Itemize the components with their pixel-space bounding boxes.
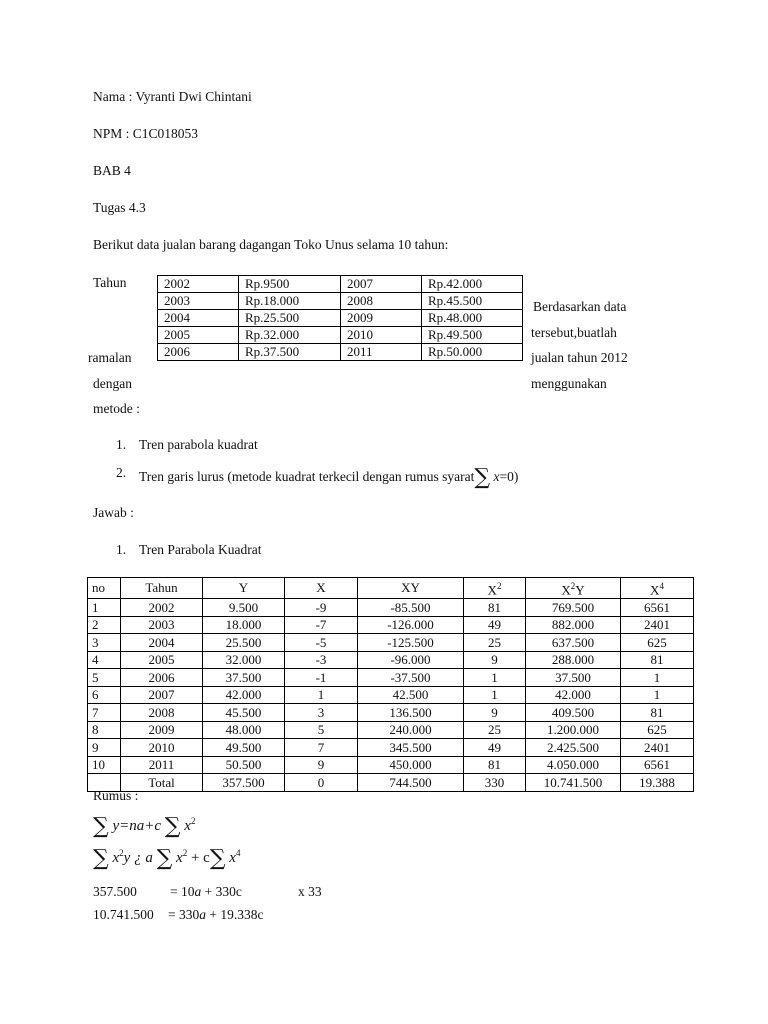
formula-2 — [93, 846, 240, 871]
table-cell: -125.500 — [358, 634, 464, 652]
student-npm: NPM : C1C018053 — [93, 126, 199, 141]
intro-text: Berikut data jualan barang dagangan Toko Unus selama 10 tahun: — [93, 237, 449, 252]
table-row — [88, 634, 694, 652]
table-cell: 8 — [88, 721, 121, 739]
table-cell: -3 — [285, 651, 358, 669]
table-cell: 2006 — [158, 344, 239, 361]
table-cell: 637.500 — [526, 634, 621, 652]
table-cell: Rp.50.000 — [422, 344, 523, 361]
equation-2-left: 10.741.500 — [93, 907, 154, 922]
table-cell: Rp.18.000 — [239, 293, 341, 310]
table-cell: -9 — [285, 599, 358, 617]
col-x-header: X — [285, 578, 358, 599]
table-cell: 6561 — [621, 599, 694, 617]
table-cell: 9.500 — [203, 599, 285, 617]
table-cell: 49.500 — [203, 739, 285, 757]
table-cell: 3 — [88, 634, 121, 652]
table-cell: 136.500 — [358, 704, 464, 722]
table-cell: 2401 — [621, 739, 694, 757]
formula-1-sup: 2 — [190, 816, 196, 826]
sigma-symbol: ∑ — [164, 814, 181, 839]
word-dengan: dengan — [93, 376, 132, 391]
table-row — [88, 669, 694, 687]
table-cell: 6561 — [621, 756, 694, 774]
table-cell: 625 — [621, 634, 694, 652]
table-cell: 2.425.500 — [526, 739, 621, 757]
table-cell: 5 — [88, 669, 121, 687]
table-cell: 2007 — [341, 276, 422, 293]
col-no-header: no — [88, 578, 121, 599]
table-cell: -126.000 — [358, 616, 464, 634]
table-cell: 2005 — [158, 327, 239, 344]
table-cell: 2 — [88, 616, 121, 634]
formula-2-sup1: 2 — [119, 848, 124, 858]
formula-2-x3: x — [229, 850, 236, 866]
table-cell: 10 — [88, 756, 121, 774]
formula-2-y: y — [123, 850, 131, 866]
answer-label: Jawab : — [93, 505, 134, 520]
table-cell: Rp.37.500 — [239, 344, 341, 361]
table-cell: 81 — [621, 651, 694, 669]
table-cell: 2003 — [121, 616, 203, 634]
sigma-symbol: ∑ — [93, 814, 109, 839]
table-cell: 769.500 — [526, 599, 621, 617]
table-cell: 2004 — [121, 634, 203, 652]
method-2-formula-rest: =0) — [499, 469, 519, 484]
table-cell: 330 — [464, 774, 526, 792]
table-cell: 2009 — [341, 310, 422, 327]
table-cell: 1 — [621, 669, 694, 687]
table-cell: 48.000 — [203, 721, 285, 739]
table-cell: 2005 — [121, 651, 203, 669]
table-cell: 2010 — [121, 739, 203, 757]
chapter-label: BAB 4 — [93, 163, 131, 178]
table-row — [88, 704, 694, 722]
section-1-title: Tren Parabola Kuadrat — [139, 542, 262, 557]
table-cell: 744.500 — [358, 774, 464, 792]
sales-table — [157, 275, 523, 361]
section-1-number: 1. — [116, 542, 127, 557]
formula-2-x: x — [112, 850, 120, 866]
table-row — [88, 616, 694, 634]
table-cell: 7 — [285, 739, 358, 757]
method-2-number: 2. — [116, 465, 127, 480]
table-cell: 81 — [621, 704, 694, 722]
table-cell: 25 — [464, 634, 526, 652]
table-cell: Rp.48.000 — [422, 310, 523, 327]
table-cell: 10.741.500 — [526, 774, 621, 792]
table-cell: 2009 — [121, 721, 203, 739]
table-cell: 2008 — [121, 704, 203, 722]
table-cell: 2002 — [121, 599, 203, 617]
table-cell: Rp.45.500 — [422, 293, 523, 310]
formula-1 — [93, 814, 195, 839]
table-cell: 1 — [88, 599, 121, 617]
table-row — [158, 310, 523, 327]
word-berdasarkan: Berdasarkan data — [533, 299, 627, 314]
equation-1-right: = 10a + 330c — [170, 884, 242, 899]
table-cell: 2008 — [341, 293, 422, 310]
formula-1-eq: =na+c — [119, 818, 162, 834]
table-cell: 7 — [88, 704, 121, 722]
student-name: Nama : Vyranti Dwi Chintani — [93, 89, 252, 104]
table-cell: 0 — [285, 774, 358, 792]
table-cell: -7 — [285, 616, 358, 634]
word-menggunakan: menggunakan — [531, 376, 607, 391]
table-cell: 2004 — [158, 310, 239, 327]
table-cell: 42.000 — [203, 686, 285, 704]
table-cell: 49 — [464, 739, 526, 757]
col-x2y-y: Y — [575, 582, 585, 598]
table-cell: 1 — [464, 686, 526, 704]
table-cell: 25 — [464, 721, 526, 739]
sigma-symbol: ∑ — [93, 846, 109, 871]
word-tersebut: tersebut,buatlah — [531, 325, 617, 340]
table-cell: 81 — [464, 756, 526, 774]
table-cell: 9 — [464, 651, 526, 669]
table-cell: 9 — [88, 739, 121, 757]
equation-1-left: 357.500 — [93, 884, 137, 899]
table-cell: -96.000 — [358, 651, 464, 669]
table-cell: -1 — [285, 669, 358, 687]
table-cell: 32.000 — [203, 651, 285, 669]
formula-2-x2: x — [176, 850, 183, 866]
col-x2-header: $X^2$ — [464, 578, 526, 599]
table-row — [88, 756, 694, 774]
table-cell: 49 — [464, 616, 526, 634]
table-cell: 357.500 — [203, 774, 285, 792]
word-jualan: jualan tahun 2012 — [531, 350, 628, 365]
table-cell: 882.000 — [526, 616, 621, 634]
table-cell: 81 — [464, 599, 526, 617]
word-ramalan: ramalan — [88, 350, 132, 365]
col-tahun-header: Tahun — [121, 578, 203, 599]
table-cell: Rp.32.000 — [239, 327, 341, 344]
method-2-formula-x: x — [493, 469, 500, 484]
method-2-text — [139, 465, 518, 490]
table-cell: 240.000 — [358, 721, 464, 739]
table-row — [158, 293, 523, 310]
table-cell: 5 — [285, 721, 358, 739]
table-cell: Rp.25.500 — [239, 310, 341, 327]
table-cell: -85.500 — [358, 599, 464, 617]
table-cell: 1 — [464, 669, 526, 687]
table-cell: 2401 — [621, 616, 694, 634]
table-cell: 19.388 — [621, 774, 694, 792]
table-cell: Rp.42.000 — [422, 276, 523, 293]
table-cell: 2011 — [121, 756, 203, 774]
method-2-label: Tren garis lurus (metode kuadrat terkecil dengan rumus syarat — [139, 469, 475, 484]
table-cell: Total — [121, 774, 203, 792]
col-x2y-header: $X^2Y$ — [526, 578, 621, 599]
table-cell: 625 — [621, 721, 694, 739]
table-header-row — [88, 578, 694, 599]
sigma-symbol: ∑ — [209, 846, 226, 871]
method-1-number: 1. — [116, 437, 127, 452]
table-row — [88, 721, 694, 739]
table-cell: 1.200.000 — [526, 721, 621, 739]
table-cell: 50.500 — [203, 756, 285, 774]
parabola-table — [87, 577, 694, 792]
table-cell: 4.050.000 — [526, 756, 621, 774]
table-cell: 2002 — [158, 276, 239, 293]
formula-2-mid: ¿ a — [134, 850, 153, 866]
table-cell: 2006 — [121, 669, 203, 687]
table-cell: 37.500 — [203, 669, 285, 687]
table-row — [158, 327, 523, 344]
table-cell: 42.000 — [526, 686, 621, 704]
method-1-text: Tren parabola kuadrat — [139, 437, 258, 452]
formula-2-sup3: 4 — [235, 848, 241, 858]
table-cell: 45.500 — [203, 704, 285, 722]
table-cell: 1 — [621, 686, 694, 704]
col-y-header: Y — [203, 578, 285, 599]
word-tahun: Tahun — [93, 275, 127, 290]
table-cell: 4 — [88, 651, 121, 669]
table-row — [88, 686, 694, 704]
table-cell: -5 — [285, 634, 358, 652]
table-cell: 9 — [285, 756, 358, 774]
table-cell: Rp.49.500 — [422, 327, 523, 344]
formula-1-y: y — [112, 818, 120, 834]
total-row — [88, 774, 694, 792]
table-cell: 25.500 — [203, 634, 285, 652]
table-cell: 9 — [464, 704, 526, 722]
table-cell: -37.500 — [358, 669, 464, 687]
table-cell: 2010 — [341, 327, 422, 344]
formula-2-sup2: 2 — [182, 848, 188, 858]
table-cell: 42.500 — [358, 686, 464, 704]
table-row — [158, 276, 523, 293]
table-row — [88, 739, 694, 757]
table-row — [158, 344, 523, 361]
col-x4-header: $X^4$ — [621, 578, 694, 599]
assignment-label: Tugas 4.3 — [93, 200, 146, 215]
sigma-symbol: ∑ — [474, 465, 491, 490]
equation-2-right: = 330a + 19.338c — [168, 907, 264, 922]
table-row — [88, 599, 694, 617]
table-row — [88, 651, 694, 669]
sigma-symbol: ∑ — [156, 846, 173, 871]
table-cell: Rp.9500 — [239, 276, 341, 293]
table-cell: 288.000 — [526, 651, 621, 669]
formula-1-x: x — [184, 818, 191, 834]
table-cell: 2003 — [158, 293, 239, 310]
col-xy-header: XY — [358, 578, 464, 599]
equation-1-multiplier: x 33 — [298, 884, 322, 899]
formula-2-plus: + c — [187, 850, 210, 866]
table-cell: 1 — [285, 686, 358, 704]
table-cell: 345.500 — [358, 739, 464, 757]
formula-label: Rumus : — [93, 788, 139, 803]
table-cell: 450.000 — [358, 756, 464, 774]
table-cell: 37.500 — [526, 669, 621, 687]
table-cell: 2007 — [121, 686, 203, 704]
word-metode: metode : — [93, 401, 140, 416]
table-cell: 6 — [88, 686, 121, 704]
table-cell: 3 — [285, 704, 358, 722]
table-cell: 2011 — [341, 344, 422, 361]
table-cell: 409.500 — [526, 704, 621, 722]
table-cell: 18.000 — [203, 616, 285, 634]
